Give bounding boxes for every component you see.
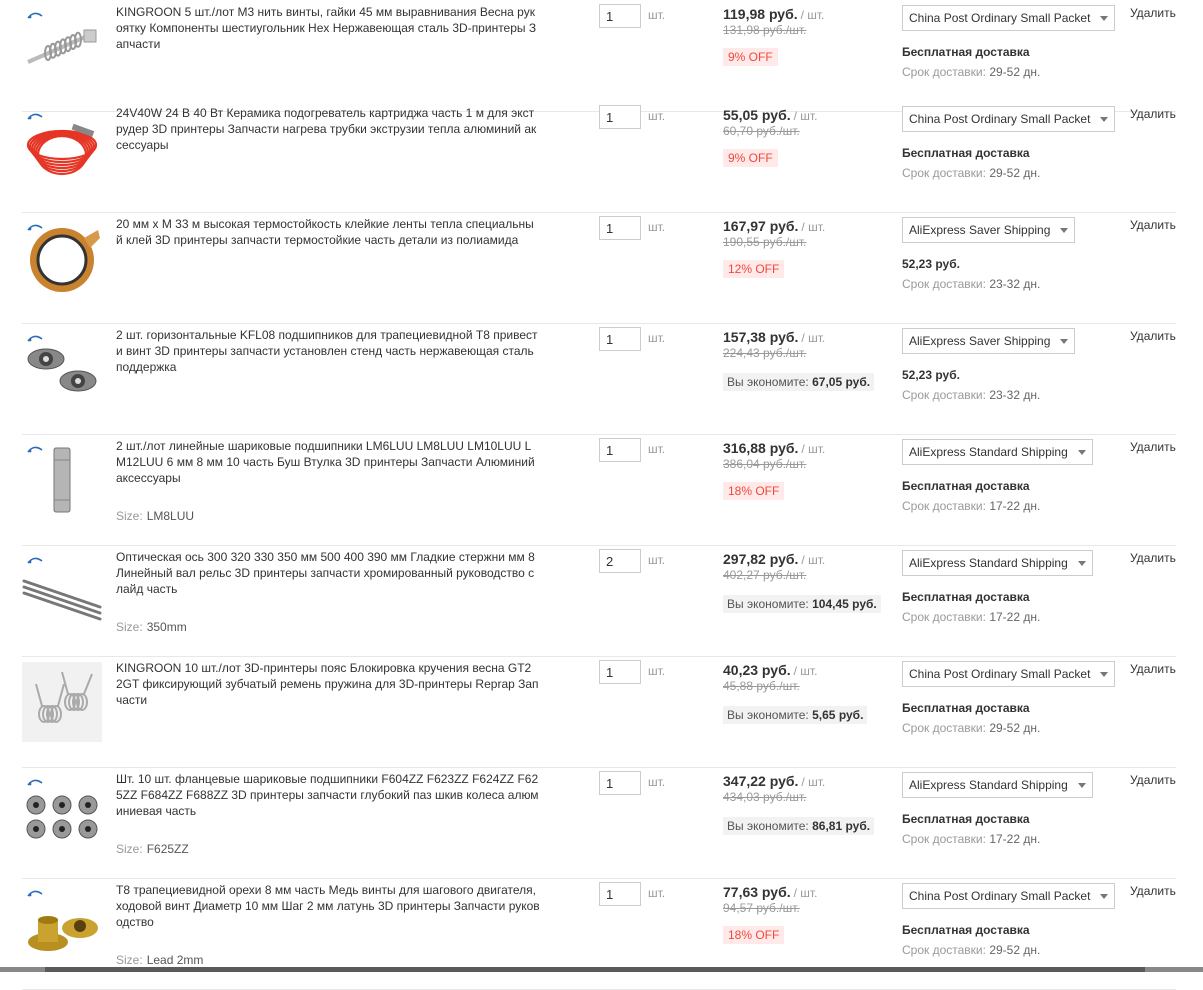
- quantity-unit: шт.: [648, 109, 666, 123]
- price-per-unit: / шт.: [801, 442, 826, 456]
- original-price: 190,55 руб./шт.: [723, 235, 807, 249]
- quantity-input[interactable]: [599, 549, 641, 573]
- product-title-link[interactable]: Шт. 10 шт. фланцевые шариковые подшипники F604ZZ F623ZZ F624ZZ F625ZZ F684ZZ F688ZZ 3D принтеры запчасти глубокий паз шкив колеса алюминиевая часть: [116, 772, 539, 818]
- shipping-method-select[interactable]: [902, 106, 1115, 132]
- scrollbar-thumb[interactable]: [45, 967, 1145, 972]
- price-value: 167,97 руб.: [723, 218, 799, 234]
- product-size: [116, 620, 187, 634]
- product-title-link[interactable]: 2 шт. горизонтальные KFL08 подшипников для трапециевидной T8 привести винт 3D принтеры запчасти установлен стенд часть нержавеющая сталь поддержка: [116, 328, 538, 374]
- product-thumbnail[interactable]: [22, 551, 102, 631]
- savings-value: 5,65 руб.: [812, 708, 864, 722]
- price-per-unit: / шт.: [793, 664, 818, 678]
- shipping-method-select[interactable]: [902, 661, 1115, 687]
- price-per-unit: / шт.: [801, 220, 826, 234]
- delete-item-link[interactable]: Удалить: [1130, 107, 1176, 121]
- cart-item-row: [22, 545, 1176, 657]
- quantity-unit: шт.: [648, 442, 666, 456]
- shipping-cost: Бесплатная доставка: [902, 146, 1030, 160]
- delivery-time-value: 29-52 дн.: [989, 943, 1041, 957]
- product-thumbnail[interactable]: [22, 6, 102, 86]
- quantity-input[interactable]: [599, 4, 641, 28]
- delete-item-link[interactable]: Удалить: [1130, 6, 1176, 20]
- product-image: [22, 107, 102, 187]
- product-size: [116, 842, 189, 856]
- shipping-method-value: AliExpress Standard Shipping: [909, 778, 1068, 792]
- unit-price: [723, 6, 824, 22]
- quantity-input[interactable]: [599, 660, 641, 684]
- shipping-method-value: AliExpress Standard Shipping: [909, 445, 1068, 459]
- savings-badge: [723, 817, 874, 835]
- savings-label: Вы экономите:: [727, 597, 809, 611]
- size-label: Size:: [116, 620, 143, 634]
- shipping-method-value: China Post Ordinary Small Packet: [909, 667, 1091, 681]
- delivery-time-label: Срок доставки:: [902, 943, 986, 957]
- savings-badge: [723, 373, 874, 391]
- price-per-unit: / шт.: [801, 331, 826, 345]
- quantity-unit: шт.: [648, 664, 666, 678]
- shipping-cost: Бесплатная доставка: [902, 590, 1030, 604]
- chevron-down-icon: [1078, 450, 1086, 455]
- product-image: [22, 884, 102, 964]
- chevron-down-icon: [1100, 117, 1108, 122]
- price-value: 157,38 руб.: [723, 329, 799, 345]
- original-price: 45,88 руб./шт.: [723, 679, 800, 693]
- size-value: F625ZZ: [146, 842, 189, 856]
- product-image: [22, 218, 102, 298]
- delivery-time: [902, 832, 1040, 846]
- product-title-link[interactable]: KINGROON 5 шт./лот M3 нить винты, гайки 45 мм выравнивания Весна рукоятку Компоненты шестиугольник Hex Нержавеющая сталь 3D-принтеры Запчасти: [116, 5, 537, 51]
- savings-label: Вы экономите:: [727, 375, 809, 389]
- price-value: 297,82 руб.: [723, 551, 799, 567]
- delete-item-link[interactable]: Удалить: [1130, 662, 1176, 676]
- delete-item-link[interactable]: Удалить: [1130, 218, 1176, 232]
- unit-price: [723, 773, 825, 789]
- product-thumbnail[interactable]: [22, 662, 102, 742]
- price-value: 77,63 руб.: [723, 884, 791, 900]
- product-title-link[interactable]: 24V40W 24 В 40 Вт Керамика подогреватель картриджа часть 1 м для экструдер 3D принтеры Запчасти нагрева трубки экструзии тепла алюминий аксессуары: [116, 106, 537, 152]
- delivery-time-value: 17-22 дн.: [989, 499, 1041, 513]
- price-per-unit: / шт.: [793, 886, 818, 900]
- delivery-time: [902, 65, 1040, 79]
- discount-badge: 12% OFF: [723, 260, 784, 278]
- size-value: Lead 2mm: [146, 953, 204, 967]
- quantity-unit: шт.: [648, 8, 666, 22]
- shipping-cost: Бесплатная доставка: [902, 701, 1030, 715]
- chevron-down-icon: [1100, 672, 1108, 677]
- cart-item-row: [22, 656, 1176, 768]
- product-image: [22, 773, 102, 853]
- chevron-down-icon: [1060, 228, 1068, 233]
- shipping-method-select[interactable]: [902, 772, 1093, 798]
- shipping-method-value: AliExpress Saver Shipping: [909, 334, 1051, 348]
- price-per-unit: / шт.: [800, 8, 825, 22]
- size-value: LM8LUU: [146, 509, 195, 523]
- shipping-method-value: AliExpress Saver Shipping: [909, 223, 1051, 237]
- discount-badge: 9% OFF: [723, 149, 778, 167]
- cart-item-row: [22, 0, 1176, 112]
- product-title-link[interactable]: 2 шт./лот линейные шариковые подшипники LM6LUU LM8LUU LM10LUU LM12LUU 6 мм 8 мм 10 часть Буш Втулка 3D принтеры Запчасти Алюминий аксессуары: [116, 439, 535, 485]
- chevron-down-icon: [1100, 16, 1108, 21]
- size-label: Size:: [116, 509, 143, 523]
- unit-price: [723, 440, 825, 456]
- delivery-time-value: 23-32 дн.: [989, 277, 1041, 291]
- savings-value: 67,05 руб.: [812, 375, 871, 389]
- product-thumbnail[interactable]: [22, 218, 102, 298]
- cart-item-row: [22, 434, 1176, 546]
- delivery-time-value: 29-52 дн.: [989, 721, 1041, 735]
- cart-item-row: [22, 212, 1176, 324]
- savings-value: 104,45 руб.: [812, 597, 877, 611]
- horizontal-scrollbar[interactable]: [0, 967, 1203, 972]
- price-per-unit: / шт.: [801, 775, 826, 789]
- chevron-down-icon: [1078, 561, 1086, 566]
- quantity-input[interactable]: [599, 771, 641, 795]
- delivery-time-value: 29-52 дн.: [989, 166, 1041, 180]
- shipping-cost: Бесплатная доставка: [902, 923, 1030, 937]
- price-per-unit: / шт.: [793, 109, 818, 123]
- discount-badge: 9% OFF: [723, 48, 778, 66]
- cart-item-row: [22, 101, 1176, 213]
- cart-item-row: [22, 767, 1176, 879]
- shipping-method-select[interactable]: [902, 439, 1093, 465]
- delete-item-link[interactable]: Удалить: [1130, 440, 1176, 454]
- unit-price: [723, 884, 817, 900]
- price-value: 55,05 руб.: [723, 107, 791, 123]
- delivery-time-label: Срок доставки:: [902, 65, 986, 79]
- original-price: 131,98 руб./шт.: [723, 23, 807, 37]
- savings-badge: [723, 706, 867, 724]
- price-value: 40,23 руб.: [723, 662, 791, 678]
- shipping-method-select[interactable]: [902, 883, 1115, 909]
- original-price: 386,04 руб./шт.: [723, 457, 807, 471]
- delivery-time-value: 29-52 дн.: [989, 65, 1041, 79]
- savings-label: Вы экономите:: [727, 708, 809, 722]
- delivery-time-value: 17-22 дн.: [989, 832, 1041, 846]
- unit-price: [723, 218, 825, 234]
- price-value: 316,88 руб.: [723, 440, 799, 456]
- product-thumbnail[interactable]: [22, 884, 102, 964]
- shipping-cost: Бесплатная доставка: [902, 45, 1030, 59]
- size-value: 350mm: [146, 620, 187, 634]
- product-size: [116, 953, 203, 967]
- original-price: 94,57 руб./шт.: [723, 901, 800, 915]
- delete-item-link[interactable]: Удалить: [1130, 773, 1176, 787]
- size-label: Size:: [116, 953, 143, 967]
- shipping-method-value: AliExpress Standard Shipping: [909, 556, 1068, 570]
- delivery-time-label: Срок доставки:: [902, 166, 986, 180]
- delivery-time-value: 23-32 дн.: [989, 388, 1041, 402]
- delivery-time-label: Срок доставки:: [902, 277, 986, 291]
- product-thumbnail[interactable]: [22, 773, 102, 853]
- delete-item-link[interactable]: Удалить: [1130, 884, 1176, 898]
- product-image: [22, 551, 102, 631]
- delivery-time: [902, 166, 1040, 180]
- quantity-input[interactable]: [599, 327, 641, 351]
- price-per-unit: / шт.: [801, 553, 826, 567]
- product-thumbnail[interactable]: [22, 440, 102, 520]
- unit-price: [723, 662, 817, 678]
- original-price: 402,27 руб./шт.: [723, 568, 807, 582]
- delivery-time: [902, 388, 1040, 402]
- unit-price: [723, 329, 825, 345]
- cart-item-row: [22, 323, 1176, 435]
- savings-value: 86,81 руб.: [812, 819, 871, 833]
- delivery-time: [902, 277, 1040, 291]
- delivery-time-label: Срок доставки:: [902, 388, 986, 402]
- savings-badge: [723, 595, 881, 613]
- shipping-method-value: China Post Ordinary Small Packet: [909, 11, 1091, 25]
- product-image: [22, 440, 102, 520]
- quantity-input[interactable]: [599, 105, 641, 129]
- shipping-cost: Бесплатная доставка: [902, 812, 1030, 826]
- chevron-down-icon: [1060, 339, 1068, 344]
- product-size: [116, 509, 194, 523]
- unit-price: [723, 107, 817, 123]
- quantity-unit: шт.: [648, 775, 666, 789]
- delivery-time-label: Срок доставки:: [902, 832, 986, 846]
- quantity-unit: шт.: [648, 886, 666, 900]
- delivery-time: [902, 499, 1040, 513]
- chevron-down-icon: [1078, 783, 1086, 788]
- delivery-time-value: 17-22 дн.: [989, 610, 1041, 624]
- original-price: 434,03 руб./шт.: [723, 790, 807, 804]
- product-title-link[interactable]: 20 мм x М 33 м высокая термостойкость клейкие ленты тепла специальный клей 3D принтеры запчасти термостойкие часть детали из полиамида: [116, 217, 534, 247]
- product-title-link[interactable]: KINGROON 10 шт./лот 3D-принтеры пояс Блокировка кручения весна GT2 2GT фиксирующий зубчатый ремень пружина для 3D-принтеры Reprap Запчасти: [116, 661, 539, 707]
- delivery-time: [902, 721, 1040, 735]
- product-thumbnail[interactable]: [22, 329, 102, 409]
- quantity-input[interactable]: [599, 882, 641, 906]
- original-price: 224,43 руб./шт.: [723, 346, 807, 360]
- shipping-cost: Бесплатная доставка: [902, 479, 1030, 493]
- shipping-method-select[interactable]: [902, 550, 1093, 576]
- price-value: 347,22 руб.: [723, 773, 799, 789]
- quantity-input[interactable]: [599, 438, 641, 462]
- product-title-link[interactable]: T8 трапециевидной орехи 8 мм часть Медь винты для шагового двигателя, ходовой винт Диаметр 10 мм Шаг 2 мм латунь 3D принтеры Запчасти руководство: [116, 883, 540, 929]
- shipping-method-select[interactable]: [902, 5, 1115, 31]
- product-image: [22, 662, 102, 742]
- shipping-method-select[interactable]: [902, 217, 1075, 243]
- savings-label: Вы экономите:: [727, 819, 809, 833]
- delivery-time-label: Срок доставки:: [902, 610, 986, 624]
- quantity-unit: шт.: [648, 331, 666, 345]
- quantity-input[interactable]: [599, 216, 641, 240]
- product-image: [22, 6, 102, 86]
- shipping-cost: 52,23 руб.: [902, 257, 960, 271]
- product-thumbnail[interactable]: [22, 107, 102, 187]
- shipping-method-select[interactable]: [902, 328, 1075, 354]
- cart-item-row: [22, 878, 1176, 990]
- delete-item-link[interactable]: Удалить: [1130, 329, 1176, 343]
- product-image: [22, 329, 102, 409]
- shipping-cost: 52,23 руб.: [902, 368, 960, 382]
- discount-badge: 18% OFF: [723, 926, 784, 944]
- product-title-link[interactable]: Оптическая ось 300 320 330 350 мм 500 400 390 мм Гладкие стержни мм 8 Линейный вал рельс 3D принтеры запчасти хромированный руководство слайд часть: [116, 550, 535, 596]
- chevron-down-icon: [1100, 894, 1108, 899]
- shipping-method-value: China Post Ordinary Small Packet: [909, 112, 1091, 126]
- shipping-method-value: China Post Ordinary Small Packet: [909, 889, 1091, 903]
- unit-price: [723, 551, 825, 567]
- delivery-time-label: Срок доставки:: [902, 499, 986, 513]
- delivery-time: [902, 610, 1040, 624]
- delivery-time: [902, 943, 1040, 957]
- price-value: 119,98 руб.: [723, 6, 798, 22]
- original-price: 60,70 руб./шт.: [723, 124, 800, 138]
- quantity-unit: шт.: [648, 220, 666, 234]
- delivery-time-label: Срок доставки:: [902, 721, 986, 735]
- quantity-unit: шт.: [648, 553, 666, 567]
- discount-badge: 18% OFF: [723, 482, 784, 500]
- delete-item-link[interactable]: Удалить: [1130, 551, 1176, 565]
- size-label: Size:: [116, 842, 143, 856]
